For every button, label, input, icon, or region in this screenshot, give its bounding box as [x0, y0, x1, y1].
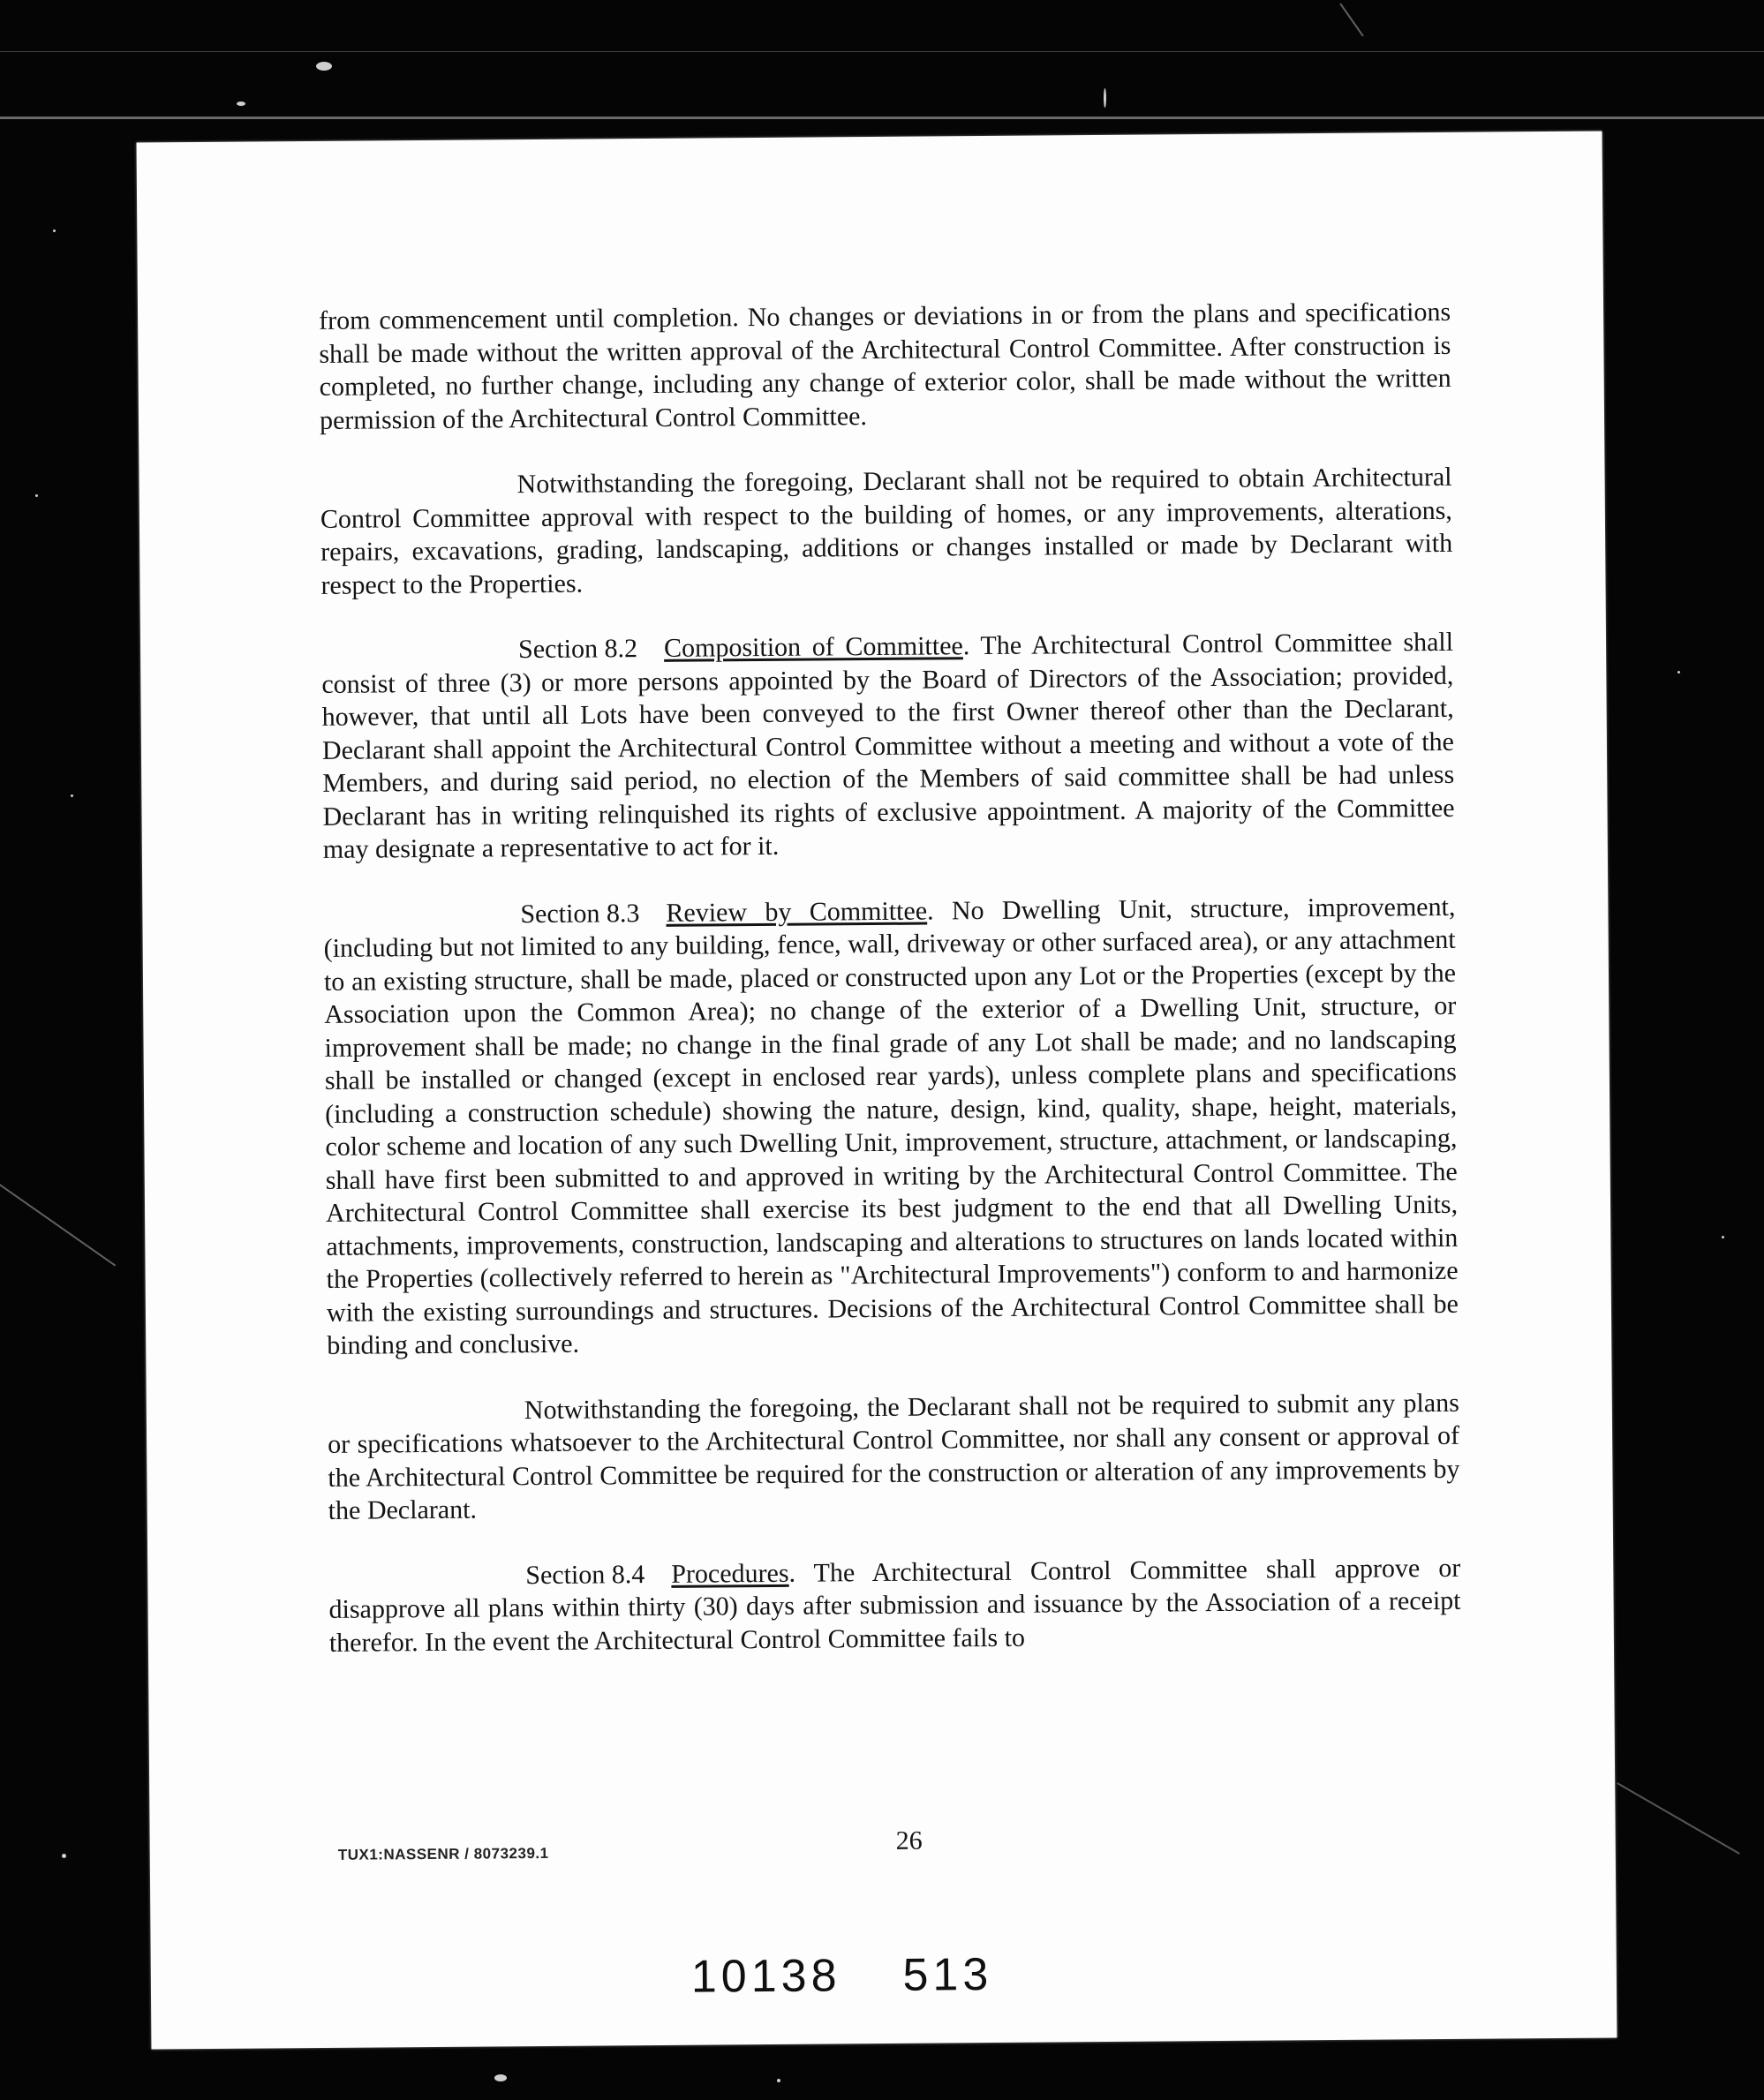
document-body: [319, 296, 1461, 1692]
section-title: Procedures: [671, 1558, 789, 1589]
recording-stamp: [691, 1948, 993, 2004]
paragraph-5: Notwithstanding the foregoing, the Declarant shall not be required to submit any plans or specifications whatsoever to the Architectural Control Committee, nor shall any consent or approval of the Architectural Control Committee be required for the construction or alteration of any improvements by the Declarant.: [328, 1388, 1460, 1525]
document-page: [137, 132, 1617, 2050]
section-8-2-paragraph: Section 8.2 Composition of Committee. The Architectural Control Committee shall consist of three (3) or more persons appointed by the Board of Directors of the Association; provided, however, that until all Lots have been conveyed to the first Owner thereof other than the Declarant, Declarant shall appoint the Architectural Control Committee without a meeting and without a vote of the Members, and during said period, no election of the Members of said committee shall be had unless Declarant has in writing relinquished its rights of exclusive appointment. A majority of the Committee may designate a representative to act for it.: [321, 627, 1455, 864]
stamp-page-number: 513: [902, 1949, 993, 2001]
section-title: Review by Committee: [666, 896, 928, 928]
section-8-3-paragraph: Section 8.3 Review by Committee. No Dwelling Unit, structure, improvement, (including but not limited to any building, fence, wall, driveway or other surfaced area), or any attachment to an existing structure, shall be made, placed or constructed upon any Lot or the Properties (except by the Association upon the Common Area); no change of the exterior of a Dwelling Unit, structure, or improvement shall be made; no change in the final grade of any Lot shall be made; and no landscaping shall be installed or changed (except in enclosed rear yards), unless complete plans and specifications (including a construction schedule) showing the nature, design, kind, quality, shape, height, materials, color scheme and location of any such Dwelling Unit, improvement, structure, attachment, or landscaping, shall have first been submitted to and approved in writing by the Architectural Control Committee. The Architectural Control Committee shall exercise its best judgment to the end that all Dwelling Units, attachments, improvements, construction, landscaping and alterations to structures on lands located within the Properties (collectively referred to herein as "Architectural Improvements") conform to and harmonize with the existing surroundings and structures. Decisions of the Architectural Control Committee shall be binding and conclusive.: [323, 892, 1459, 1360]
section-number: Section 8.4: [525, 1559, 645, 1590]
section-title: Composition of Committee: [663, 631, 963, 663]
section-8-4-paragraph: Section 8.4 Procedures. The Architectural Control Committee shall approve or disapprove all plans within thirty (30) days after submission and issuance by the Association of a receipt therefor. In the event the Architectural Control Committee fails to: [328, 1553, 1461, 1658]
section-number: Section 8.3: [520, 898, 640, 929]
footer-document-id: TUX1:NASSENR / 8073239.1: [337, 1844, 549, 1863]
section-number: Section 8.2: [517, 634, 638, 665]
paragraph-1: from commencement until completion. No changes or deviations in or from the plans and specifications shall be made without the written approval of the Architectural Control Committee. After construction is completed, no further change, including any change of exterior color, shall be made without the written permission of the Architectural Control Committee.: [319, 297, 1451, 435]
stamp-book-number: 10138: [690, 1950, 841, 2003]
page-number: 26: [895, 1825, 923, 1855]
paragraph-2: Notwithstanding the foregoing, Declarant shall not be required to obtain Architectural Control Committee approval with respect to the building of homes, or any improvements, alterations, repairs, excavations, grading, landscaping, additions or changes installed or made by Declarant with respect to the Properties.: [320, 462, 1453, 600]
